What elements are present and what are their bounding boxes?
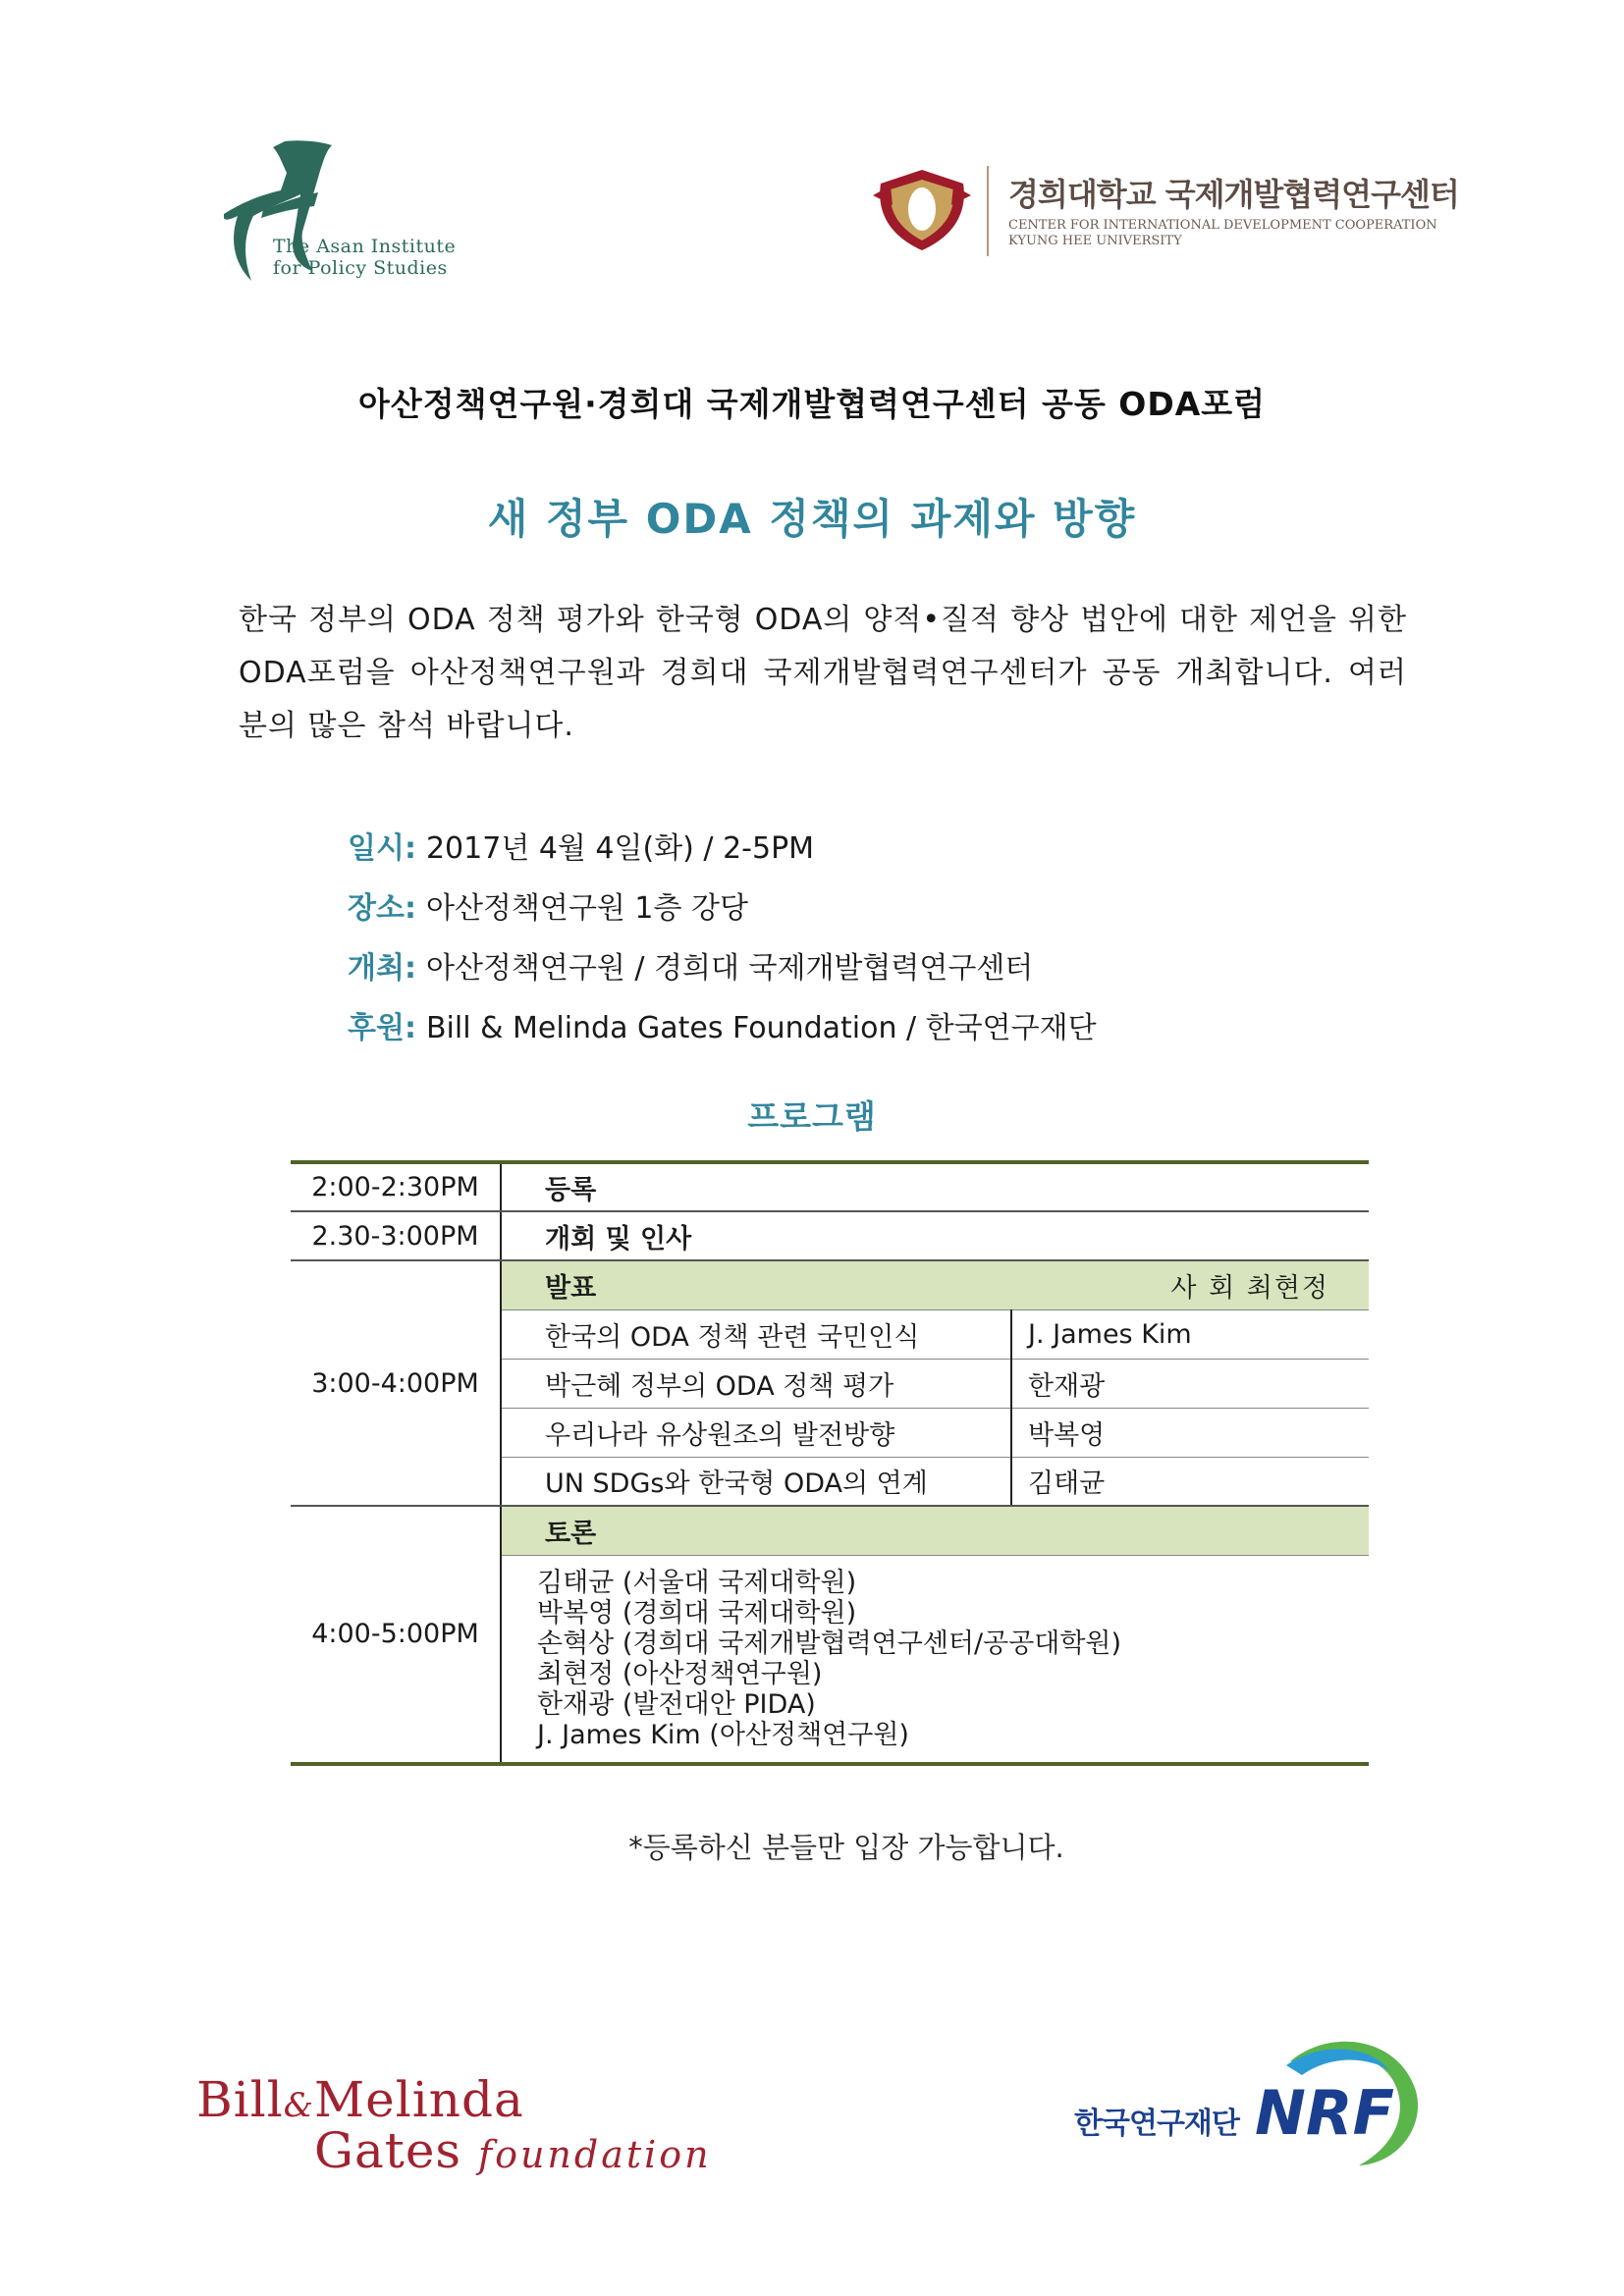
- gates-word-melinda: Melinda: [313, 2071, 524, 2128]
- nrf-mark-icon: [1251, 2032, 1428, 2169]
- info-label: 장소:: [348, 890, 416, 926]
- asan-line-1: The Asan Institute: [273, 236, 457, 257]
- discussant: 박복영 (경희대 국제대학원): [537, 1597, 857, 1629]
- main-title: 새 정부 ODA 정책의 과제와 방향: [487, 495, 1137, 543]
- nrf-logo: [1074, 2032, 1428, 2169]
- nrf-korean-name: 한국연구재단: [1074, 2107, 1239, 2141]
- session-presentation: [501, 1260, 1369, 1309]
- registration-note: *등록하신 분들만 입장 가능합니다.: [628, 1831, 1064, 1864]
- gates-foundation-logo: [196, 2071, 712, 2189]
- discussant: 한재광 (발전대안 PIDA): [537, 1688, 816, 1720]
- info-row-host: [348, 934, 1097, 994]
- table-row: [291, 1211, 1369, 1260]
- info-row-venue: [348, 875, 1097, 934]
- info-value: 2017년 4월 4일(화) / 2-5PM: [425, 830, 815, 866]
- gates-word-gates: Gates: [314, 2122, 462, 2179]
- talk-speaker: 한재광: [1011, 1359, 1369, 1408]
- info-row-date: [348, 815, 1097, 875]
- khu-divider: [987, 166, 989, 256]
- info-label: 개최:: [348, 950, 416, 986]
- talk-speaker: 박복영: [1011, 1408, 1369, 1457]
- forum-title: 아산정책연구원·경희대 국제개발협력연구센터 공동 ODA포럼: [357, 385, 1267, 423]
- discussant: 손혁상 (경희대 국제개발협력연구센터/공공대학원): [537, 1628, 1122, 1659]
- session-discussion: 토론: [501, 1506, 1369, 1555]
- khu-english-line-2: KYUNG HEE UNIVERSITY: [1008, 234, 1182, 248]
- discussant-list: [501, 1555, 1369, 1764]
- khu-english-name: [1008, 218, 1437, 249]
- khu-cidc-logo: [869, 162, 1459, 260]
- time-cell: 2:00-2:30PM: [291, 1162, 501, 1211]
- talk-topic: 우리나라 유상원조의 발전방향: [501, 1408, 1011, 1457]
- talk-topic: 한국의 ODA 정책 관련 국민인식: [501, 1309, 1011, 1359]
- info-value: 아산정책연구원 1층 강당: [425, 890, 748, 926]
- info-label: 일시:: [348, 830, 416, 866]
- table-row: [291, 1162, 1369, 1211]
- talk-speaker: 김태균: [1011, 1457, 1369, 1506]
- table-row: [291, 1260, 1369, 1309]
- table-row: [291, 1506, 1369, 1555]
- intro-paragraph: 한국 정부의 ODA 정책 평가와 한국형 ODA의 양적•질적 향상 법안에 대한 제언을 위한 ODA포럼을 아산정책연구원과 경희대 국제개발협력연구센터가 공동 개최합니다. 여러분의 많은 참석 바랍니다.: [239, 603, 1407, 743]
- info-label: 후원:: [348, 1010, 416, 1045]
- discussant: 최현정 (아산정책연구원): [537, 1658, 823, 1689]
- info-row-sponsor: [348, 994, 1097, 1054]
- gates-ampersand: &: [283, 2086, 314, 2125]
- session-registration: 등록: [501, 1162, 1369, 1211]
- session-opening: 개회 및 인사: [501, 1211, 1369, 1260]
- time-cell: 3:00-4:00PM: [291, 1260, 501, 1506]
- gates-line-2: [314, 2122, 712, 2179]
- gates-word-bill: Bill: [196, 2071, 284, 2128]
- info-value: 아산정책연구원 / 경희대 국제개발협력연구센터: [425, 950, 1034, 986]
- asan-wordmark: [273, 236, 456, 279]
- time-cell: 4:00-5:00PM: [291, 1506, 501, 1764]
- discussant: J. James Kim (아산정책연구원): [537, 1719, 909, 1750]
- event-info: [348, 815, 1097, 1054]
- program-heading: 프로그램: [747, 1097, 877, 1136]
- gates-word-foundation: foundation: [478, 2133, 712, 2176]
- info-value: Bill & Melinda Gates Foundation / 한국연구재단: [425, 1010, 1097, 1045]
- khu-korean-name: 경희대학교 국제개발협력연구센터: [1008, 176, 1459, 213]
- gates-line-1: [196, 2071, 524, 2128]
- asan-line-2: for Policy Studies: [273, 257, 448, 279]
- asan-institute-logo: [224, 137, 479, 285]
- presentation-header: [545, 1266, 1369, 1305]
- khu-english-line-1: CENTER FOR INTERNATIONAL DEVELOPMENT COOPERATION: [1008, 218, 1437, 233]
- presentation-label: 발표: [545, 1272, 597, 1304]
- time-cell: 2.30-3:00PM: [291, 1211, 501, 1260]
- program-table: [291, 1160, 1369, 1766]
- talk-topic: 박근혜 정부의 ODA 정책 평가: [501, 1359, 1011, 1408]
- moderator: 사 회 최현정: [1170, 1272, 1329, 1304]
- khu-emblem-icon: [869, 166, 975, 254]
- discussant: 김태균 (서울대 국제대학원): [537, 1567, 857, 1598]
- talk-speaker: J. James Kim: [1011, 1309, 1369, 1359]
- talk-topic: UN SDGs와 한국형 ODA의 연계: [501, 1457, 1011, 1506]
- nrf-wordmark: NRF: [1255, 2077, 1394, 2149]
